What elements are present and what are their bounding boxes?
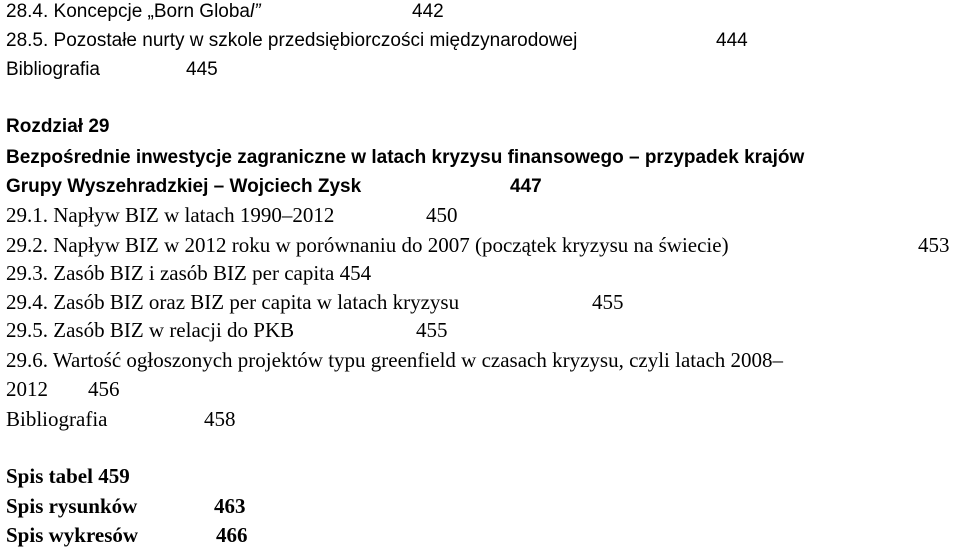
entry-page: 463: [214, 494, 246, 518]
entry-title: Spis tabel: [6, 464, 93, 488]
entry-title-italic: l”: [250, 1, 261, 22]
entry-number: 29.2.: [6, 233, 48, 257]
toc-entry-29-5: [6, 318, 448, 342]
entry-page: 455: [416, 318, 448, 342]
entry-page: 444: [716, 30, 748, 51]
entry-page: 458: [204, 407, 236, 431]
toc-entry-29-4: [6, 290, 624, 314]
toc-entry-29-3: [6, 261, 371, 285]
toc-entry-28-5: [6, 29, 748, 53]
entry-page: 450: [426, 203, 458, 227]
toc-entry-28-4: [6, 0, 444, 24]
entry-number: 29.1.: [6, 203, 48, 227]
chapter-heading: Rozdział 29: [6, 116, 110, 137]
entry-title: Napływ BIZ w latach 1990–2012: [53, 203, 335, 227]
entry-number: 28.4.: [6, 1, 49, 22]
entry-page: 445: [186, 59, 218, 80]
toc-entry-list-of-charts: [6, 523, 248, 547]
entry-title: Napływ BIZ w 2012 roku w porównaniu do 2007 (początek kryzysu na świecie): [53, 233, 729, 257]
entry-page: 453: [918, 233, 950, 257]
entry-title: Zasób BIZ i zasób BIZ per capita: [53, 261, 335, 285]
entry-page: 442: [412, 1, 444, 22]
entry-title: Pozostałe nurty w szkole przedsiębiorczości międzynarodowej: [53, 30, 578, 51]
chapter-page: 447: [510, 176, 542, 197]
entry-page: 454: [339, 261, 372, 285]
entry-page: 456: [88, 377, 120, 401]
entry-number: 29.5.: [6, 318, 48, 342]
toc-entry-29-2: [6, 233, 950, 257]
chapter-title-line-2: [6, 175, 542, 199]
entry-number: 29.3.: [6, 261, 48, 285]
entry-title: Koncepcje „Born Globa: [53, 1, 250, 22]
entry-title: 2012: [6, 377, 48, 401]
toc-entry-bibliography-29: [6, 407, 236, 431]
entry-title: Zasób BIZ oraz BIZ per capita w latach kryzysu: [53, 290, 460, 314]
toc-entry-list-of-figures: [6, 494, 246, 518]
entry-title: Spis rysunków: [6, 494, 138, 518]
toc-entry-29-1: [6, 203, 458, 227]
entry-number: 29.6.: [6, 348, 48, 372]
entry-page: 455: [592, 290, 624, 314]
toc-entry-29-6-continued: [6, 377, 120, 401]
toc-entry-bibliography-28: [6, 58, 218, 82]
toc-entry-29-6: [6, 348, 783, 372]
entry-title: Spis wykresów: [6, 523, 139, 547]
toc-entry-list-of-tables: [6, 464, 130, 488]
chapter-title-line-1: Bezpośrednie inwestycje zagraniczne w latach kryzysu finansowego – przypadek krajów: [6, 147, 805, 168]
entry-number: 28.5.: [6, 30, 49, 51]
chapter-title: Grupy Wyszehradzkiej – Wojciech Zysk: [6, 176, 362, 197]
entry-title: Bibliografia: [6, 59, 100, 80]
entry-number: 29.4.: [6, 290, 48, 314]
entry-title: Wartość ogłoszonych projektów typu greenfield w czasach kryzysu, czyli latach 2008–: [52, 348, 784, 372]
entry-page: 466: [216, 523, 248, 547]
table-of-contents: [6, 0, 956, 551]
entry-title: Bibliografia: [6, 407, 108, 431]
entry-page: 459: [98, 464, 130, 488]
entry-title: Zasób BIZ w relacji do PKB: [53, 318, 295, 342]
